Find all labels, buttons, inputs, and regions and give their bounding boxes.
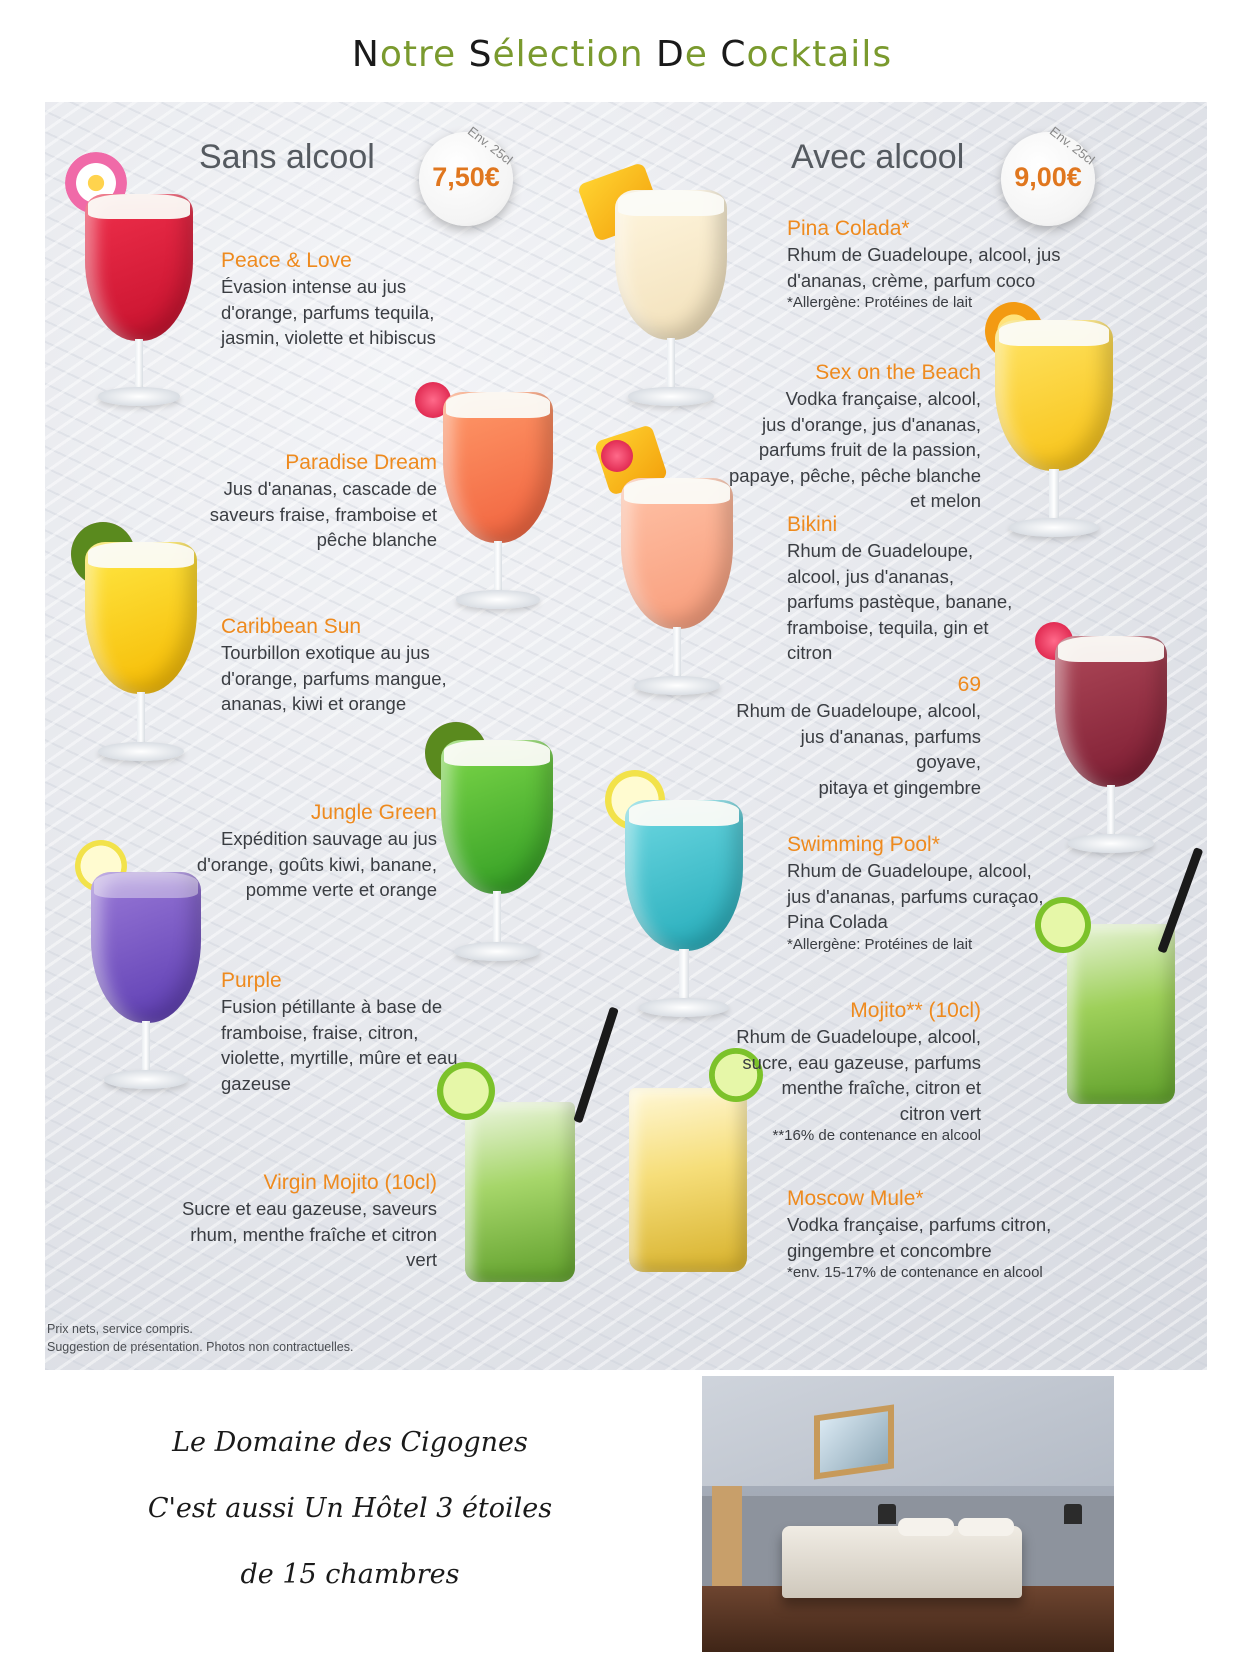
title-word: De [655,34,708,75]
skylight-window-icon [814,1404,894,1479]
page-title [0,34,1244,75]
cocktail-menu-board [45,102,1207,1370]
item-name: Swimming Pool* [787,833,940,856]
sans-alcool-price-badge [419,123,517,226]
avec-alcool-price-badge [1001,123,1099,226]
sixty-nine-glass-icon [1055,636,1167,872]
menu-item [787,216,1077,313]
menu-item [221,614,481,717]
lamp-icon [878,1504,896,1524]
virgin-mojito-glass-icon [465,1102,575,1282]
item-name: Peace & Love [221,249,352,272]
item-description: Rhum de Guadeloupe, alcool, jus d'ananas, parfums pastèque, banane, framboise, tequila, gin et citron [787,540,1013,663]
paradise-dream-glass-icon [443,392,553,628]
peace-love-glass-icon [85,194,193,424]
menu-item [787,1186,1087,1283]
item-description: Rhum de Guadeloupe, alcool, sucre, eau gazeuse, parfums menthe fraîche, citron et citron vert [736,1026,981,1124]
item-description: Rhum de Guadeloupe, alcool, jus d'ananas, crème, parfum coco [787,244,1061,291]
lamp-icon [1064,1504,1082,1524]
hotel-tagline [70,1410,630,1608]
pina-colada-glass-icon [615,190,727,425]
hotel-line: C'est aussi Un Hôtel 3 étoiles [147,1493,553,1524]
item-description: Expédition sauvage au jus d'orange, goûts kiwi, banane, pomme verte et orange [196,828,437,900]
item-note: *env. 15-17% de contenance en alcool [787,1264,1043,1281]
menu-item [787,832,1057,955]
item-description: Rhum de Guadeloupe, alcool, jus d'ananas, parfums curaçao, Pina Colada [787,860,1044,932]
item-description: Fusion pétillante à base de framboise, fraise, citron, violette, myrtille, mûre et eau gazeuse [221,996,458,1094]
purple-glass-icon [91,872,201,1108]
item-description: Vodka française, parfums citron, gingembre et concombre [787,1214,1052,1261]
item-name: Virgin Mojito (10cl) [263,1171,437,1194]
swimming-pool-glass-icon [625,800,743,1036]
item-name: Moscow Mule* [787,1187,924,1210]
price-badge-size: Env. 25cl [465,123,517,168]
menu-item [787,512,1037,666]
avec-alcool-heading: Avec alcool [791,138,965,176]
menu-footer-note [47,1320,353,1356]
pillow-icon [898,1518,954,1536]
item-description: Vodka française, alcool, jus d'orange, jus d'ananas, parfums fruit de la passion, papaye, pêche, pêche blanche et melon [728,388,981,511]
pillow-icon [958,1518,1014,1536]
item-description: Sucre et eau gazeuse, saveurs rhum, menthe fraîche et citron vert [181,1198,437,1270]
menu-item [735,672,981,800]
caribbean-sun-glass-icon [85,542,197,780]
item-name: Bikini [787,513,838,536]
menu-item [157,800,437,903]
price-badge-size: Env. 25cl [1047,123,1099,168]
bikini-glass-icon [621,478,733,714]
item-note: **16% de contenance en alcool [772,1127,981,1144]
item-name: Mojito** (10cl) [850,999,981,1022]
item-note: *Allergène: Protéines de lait [787,935,973,953]
title-word: Notre [351,34,457,75]
item-description: Évasion intense au jus d'orange, parfums tequila, jasmin, violette et hibiscus [221,276,436,348]
item-description: Rhum de Guadeloupe, alcool, jus d'ananas, parfums goyave, pitaya et gingembre [736,700,981,798]
item-name: Caribbean Sun [221,615,362,638]
sans-alcool-heading: Sans alcool [199,138,375,176]
item-name: Jungle Green [310,801,437,824]
bed-icon [782,1526,1022,1598]
footer-line: Prix nets, service compris. [47,1322,193,1336]
item-description: Tourbillon exotique au jus d'orange, parfums mangue, ananas, kiwi et orange [221,642,447,714]
price-amount: 7,50€ [432,162,500,192]
item-description: Jus d'ananas, cascade de saveurs fraise, framboise et pêche blanche [209,478,437,550]
menu-item [165,450,437,553]
item-note: *Allergène: Protéines de lait [787,294,973,311]
moscow-mule-glass-icon [629,1088,747,1272]
hotel-line: Le Domaine des Cigognes [172,1427,528,1458]
hotel-room-photo [702,1376,1114,1652]
menu-item [735,998,981,1146]
title-word: Cocktails [720,34,893,75]
item-name: Purple [221,969,282,992]
price-amount: 9,00€ [1014,162,1082,192]
menu-item [221,968,491,1096]
menu-item [157,1170,437,1273]
footer-line: Suggestion de présentation. Photos non contractuelles. [47,1340,354,1354]
item-name: Sex on the Beach [815,361,981,384]
item-name: 69 [957,673,981,696]
menu-item [221,248,481,351]
raspberry-garnish-icon [601,440,633,472]
title-word: Sélection [468,34,644,75]
hotel-line: de 15 chambres [240,1559,460,1590]
jungle-green-glass-icon [441,740,553,980]
item-name: Pina Colada* [787,217,910,240]
item-name: Paradise Dream [285,451,437,474]
menu-item [725,360,981,514]
